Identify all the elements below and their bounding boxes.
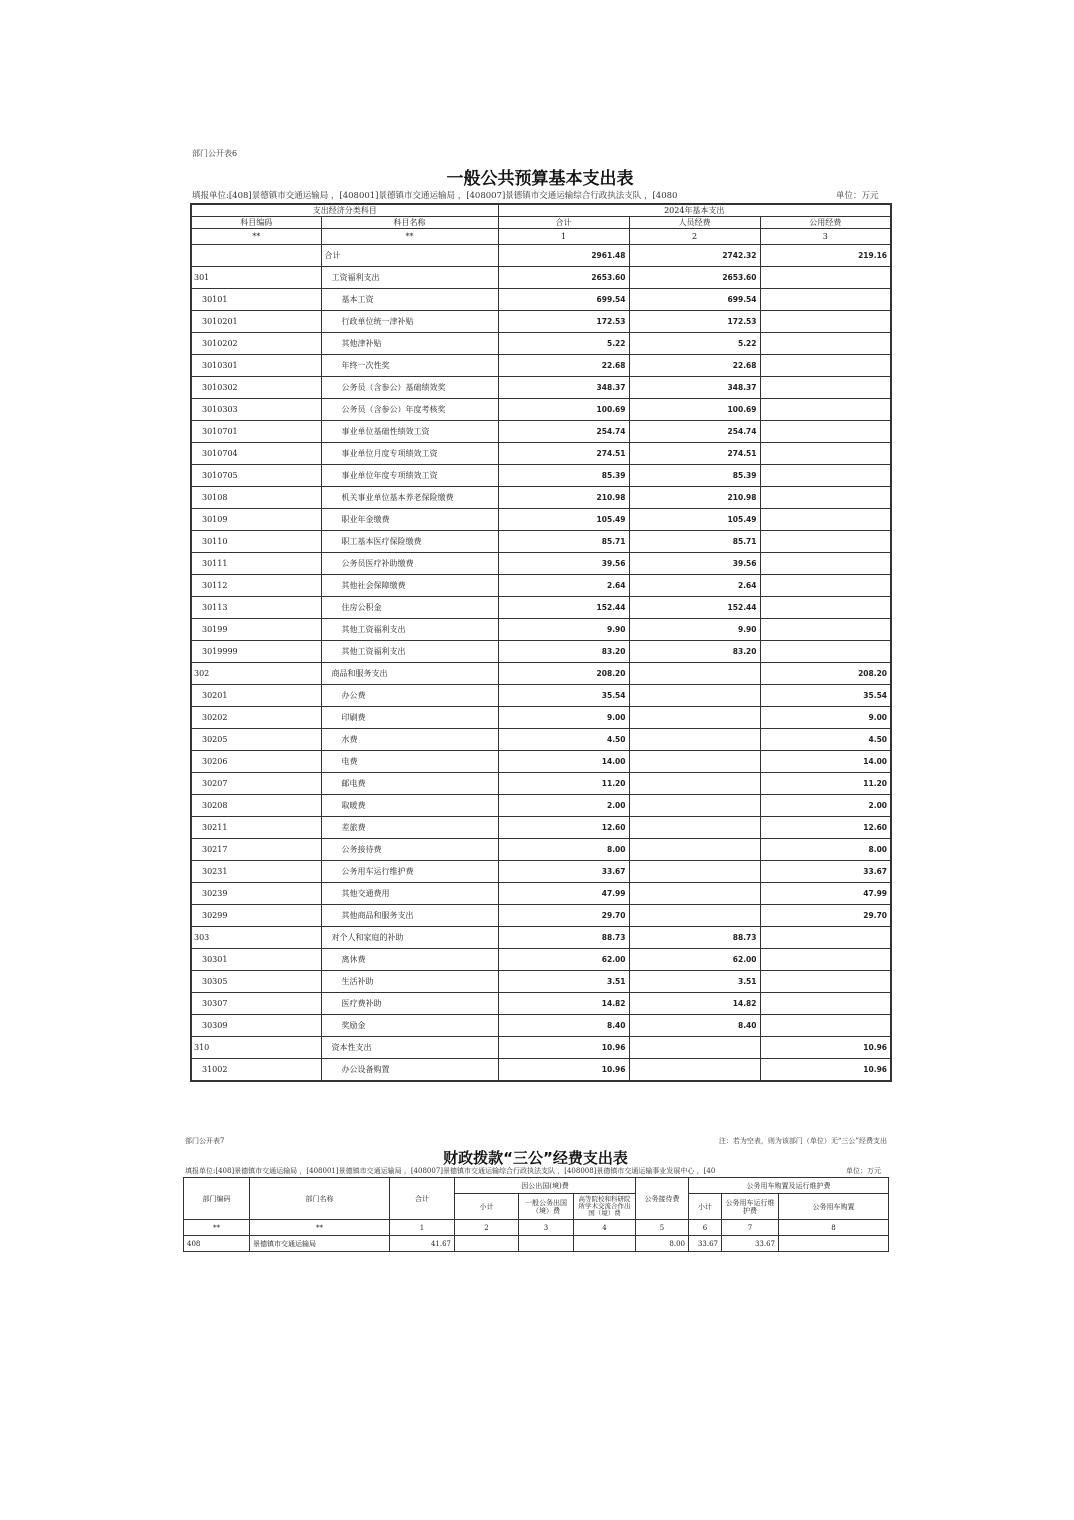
table-cell: 33.67	[722, 1236, 779, 1252]
total-cell: 11.20	[498, 773, 629, 795]
personnel-cell	[629, 751, 760, 773]
personnel-cell: 3.51	[629, 971, 760, 993]
public-cell	[760, 399, 891, 421]
table1-unit-info: 填报单位:[408]景德镇市交通运输局 ，[408001]景德镇市交通运输局 ，[408007]景德镇市交通运输综合行政执法支队 ，[4080	[192, 191, 678, 201]
table-row	[191, 971, 891, 993]
index-cell: 1	[390, 1220, 455, 1236]
personnel-cell	[629, 817, 760, 839]
public-cell: 219.16	[760, 245, 891, 267]
total-cell: 2653.60	[498, 267, 629, 289]
table-row	[191, 421, 891, 443]
personnel-cell: 210.98	[629, 487, 760, 509]
public-cell	[760, 377, 891, 399]
table-row	[191, 289, 891, 311]
name-cell: 离休费	[321, 949, 498, 971]
code-cell: 30202	[191, 707, 321, 729]
index-cell: 6	[689, 1220, 722, 1236]
group-header: 2024年基本支出	[498, 204, 891, 217]
total-cell: 172.53	[498, 311, 629, 333]
group-header: 支出经济分类科目	[191, 204, 498, 217]
name-cell: 其他工资福利支出	[321, 619, 498, 641]
personnel-cell: 2653.60	[629, 267, 760, 289]
index-cell: 2	[455, 1220, 519, 1236]
total-cell: 105.49	[498, 509, 629, 531]
column-header: 公务用车购置及运行维护费	[689, 1178, 889, 1194]
name-cell: 机关事业单位基本养老保险缴费	[321, 487, 498, 509]
total-cell: 39.56	[498, 553, 629, 575]
table-cell: 8.00	[636, 1236, 689, 1252]
personnel-cell: 5.22	[629, 333, 760, 355]
public-cell	[760, 267, 891, 289]
code-cell: 30307	[191, 993, 321, 1015]
code-cell: 30108	[191, 487, 321, 509]
public-cell: 9.00	[760, 707, 891, 729]
public-cell	[760, 971, 891, 993]
public-cell	[760, 641, 891, 663]
public-cell: 8.00	[760, 839, 891, 861]
code-cell: 30231	[191, 861, 321, 883]
table-cell	[455, 1236, 519, 1252]
code-cell: 30111	[191, 553, 321, 575]
total-cell: 2.64	[498, 575, 629, 597]
code-cell: 302	[191, 663, 321, 685]
table-row	[191, 773, 891, 795]
table-row	[191, 333, 891, 355]
personnel-cell: 100.69	[629, 399, 760, 421]
total-cell: 9.90	[498, 619, 629, 641]
name-cell: 医疗费补助	[321, 993, 498, 1015]
name-cell: 其他工资福利支出	[321, 641, 498, 663]
personnel-cell: 8.40	[629, 1015, 760, 1037]
personnel-cell: 152.44	[629, 597, 760, 619]
table-row	[191, 641, 891, 663]
column-header: 部门名称	[250, 1178, 390, 1220]
name-cell: 其他社会保障缴费	[321, 575, 498, 597]
name-cell: 奖励金	[321, 1015, 498, 1037]
code-cell: 30208	[191, 795, 321, 817]
code-cell: 30101	[191, 289, 321, 311]
name-cell: 资本性支出	[321, 1037, 498, 1059]
table-row	[191, 355, 891, 377]
index-cell: 2	[629, 229, 760, 245]
name-cell: 住房公积金	[321, 597, 498, 619]
table-row	[191, 751, 891, 773]
public-cell: 10.96	[760, 1037, 891, 1059]
personnel-cell	[629, 707, 760, 729]
personnel-cell: 9.90	[629, 619, 760, 641]
total-cell: 29.70	[498, 905, 629, 927]
index-cell: 1	[498, 229, 629, 245]
code-cell: 301	[191, 267, 321, 289]
public-cell: 10.96	[760, 1059, 891, 1082]
public-cell: 29.70	[760, 905, 891, 927]
total-cell: 85.71	[498, 531, 629, 553]
code-cell: 3010303	[191, 399, 321, 421]
total-cell: 47.99	[498, 883, 629, 905]
code-cell: 30309	[191, 1015, 321, 1037]
name-cell: 电费	[321, 751, 498, 773]
column-header: 科目名称	[321, 217, 498, 229]
personnel-cell: 105.49	[629, 509, 760, 531]
total-cell: 83.20	[498, 641, 629, 663]
total-cell: 274.51	[498, 443, 629, 465]
table-row	[191, 663, 891, 685]
personnel-cell: 348.37	[629, 377, 760, 399]
code-cell: 30110	[191, 531, 321, 553]
personnel-cell	[629, 795, 760, 817]
public-cell	[760, 597, 891, 619]
code-cell: 30305	[191, 971, 321, 993]
total-cell: 100.69	[498, 399, 629, 421]
table-row	[191, 905, 891, 927]
name-cell: 其他津补贴	[321, 333, 498, 355]
personnel-cell	[629, 883, 760, 905]
public-cell: 4.50	[760, 729, 891, 751]
code-cell: 3010704	[191, 443, 321, 465]
personnel-cell	[629, 685, 760, 707]
public-cell	[760, 993, 891, 1015]
code-cell: 3019999	[191, 641, 321, 663]
total-cell: 152.44	[498, 597, 629, 619]
column-header: 合计	[498, 217, 629, 229]
public-cell	[760, 289, 891, 311]
code-cell: 30201	[191, 685, 321, 707]
name-cell: 基本工资	[321, 289, 498, 311]
total-cell: 14.00	[498, 751, 629, 773]
table-row	[191, 883, 891, 905]
name-cell: 生活补助	[321, 971, 498, 993]
name-cell: 其他商品和服务支出	[321, 905, 498, 927]
total-cell: 10.96	[498, 1059, 629, 1082]
name-cell: 公务员（含参公）年度考核奖	[321, 399, 498, 421]
public-cell	[760, 311, 891, 333]
code-cell: 30301	[191, 949, 321, 971]
total-cell: 8.40	[498, 1015, 629, 1037]
personnel-cell	[629, 905, 760, 927]
column-header: 公用经费	[760, 217, 891, 229]
total-cell: 3.51	[498, 971, 629, 993]
personnel-cell	[629, 1037, 760, 1059]
index-cell: 5	[636, 1220, 689, 1236]
table2-unit: 单位：万元	[846, 1167, 881, 1175]
personnel-cell: 172.53	[629, 311, 760, 333]
public-cell: 35.54	[760, 685, 891, 707]
column-header: 小计	[689, 1194, 722, 1220]
index-cell: **	[250, 1220, 390, 1236]
code-cell: 30199	[191, 619, 321, 641]
total-cell: 62.00	[498, 949, 629, 971]
table-row	[191, 729, 891, 751]
table-row	[191, 1037, 891, 1059]
personnel-cell	[629, 773, 760, 795]
total-cell: 85.39	[498, 465, 629, 487]
total-cell: 254.74	[498, 421, 629, 443]
total-cell: 35.54	[498, 685, 629, 707]
public-cell: 208.20	[760, 663, 891, 685]
table-cell: 33.67	[689, 1236, 722, 1252]
total-cell: 2.00	[498, 795, 629, 817]
index-cell: **	[321, 229, 498, 245]
table-row	[191, 685, 891, 707]
public-cell	[760, 487, 891, 509]
table-row	[191, 839, 891, 861]
name-cell: 办公设备购置	[321, 1059, 498, 1082]
name-cell: 工资福利支出	[321, 267, 498, 289]
table-row	[191, 509, 891, 531]
table2-label: 部门公开表7	[185, 1137, 225, 1145]
table-row	[191, 861, 891, 883]
table-row	[191, 487, 891, 509]
personnel-cell: 2742.32	[629, 245, 760, 267]
code-cell: 3010701	[191, 421, 321, 443]
name-cell: 差旅费	[321, 817, 498, 839]
code-cell	[191, 245, 321, 267]
public-cell	[760, 553, 891, 575]
table-row	[191, 311, 891, 333]
table1-unit: 单位：万元	[836, 191, 879, 201]
table2-note: 注：若为空表，则为该部门（单位）无“三公”经费支出	[718, 1137, 887, 1145]
name-cell: 合计	[321, 245, 498, 267]
total-cell: 33.67	[498, 861, 629, 883]
personnel-cell: 22.68	[629, 355, 760, 377]
code-cell: 30299	[191, 905, 321, 927]
public-cell	[760, 927, 891, 949]
name-cell: 公务接待费	[321, 839, 498, 861]
table2-title: 财政拨款“三公”经费支出表	[443, 1149, 628, 1167]
name-cell: 公务用车运行维护费	[321, 861, 498, 883]
table-row	[184, 1236, 889, 1252]
table-row	[191, 619, 891, 641]
index-cell: 3	[760, 229, 891, 245]
table-row	[191, 531, 891, 553]
name-cell: 事业单位年度专项绩效工资	[321, 465, 498, 487]
table-row	[191, 707, 891, 729]
column-header: 公务用车购置	[779, 1194, 889, 1220]
table-row	[191, 927, 891, 949]
name-cell: 印刷费	[321, 707, 498, 729]
personnel-cell: 85.39	[629, 465, 760, 487]
total-row	[191, 245, 891, 267]
code-cell: 3010302	[191, 377, 321, 399]
table-cell	[574, 1236, 636, 1252]
table-cell: 41.67	[390, 1236, 455, 1252]
public-cell	[760, 421, 891, 443]
index-cell: 4	[574, 1220, 636, 1236]
total-cell: 9.00	[498, 707, 629, 729]
public-cell	[760, 619, 891, 641]
personnel-cell	[629, 839, 760, 861]
public-cell	[760, 1015, 891, 1037]
basic-expenditure-table	[190, 203, 892, 1082]
index-row	[184, 1220, 889, 1236]
total-cell: 4.50	[498, 729, 629, 751]
personnel-cell: 83.20	[629, 641, 760, 663]
table1-title: 一般公共预算基本支出表	[446, 169, 634, 189]
name-cell: 水费	[321, 729, 498, 751]
table-cell: 408	[184, 1236, 250, 1252]
total-cell: 208.20	[498, 663, 629, 685]
public-cell	[760, 531, 891, 553]
code-cell: 310	[191, 1037, 321, 1059]
column-header: 因公出国(境)费	[455, 1178, 636, 1194]
public-cell: 11.20	[760, 773, 891, 795]
personnel-cell: 85.71	[629, 531, 760, 553]
table1-label: 部门公开表6	[192, 149, 238, 158]
name-cell: 事业单位基础性绩效工资	[321, 421, 498, 443]
personnel-cell	[629, 861, 760, 883]
column-header: 公务用车运行维护费	[722, 1194, 779, 1220]
code-cell: 30205	[191, 729, 321, 751]
name-cell: 其他交通费用	[321, 883, 498, 905]
table-cell: 景德镇市交通运输局	[250, 1236, 390, 1252]
code-cell: 3010705	[191, 465, 321, 487]
index-cell: 8	[779, 1220, 889, 1236]
code-cell: 30112	[191, 575, 321, 597]
column-header: 人员经费	[629, 217, 760, 229]
public-cell	[760, 949, 891, 971]
name-cell: 公务员医疗补助缴费	[321, 553, 498, 575]
table-row	[191, 267, 891, 289]
total-cell: 348.37	[498, 377, 629, 399]
personnel-cell	[629, 729, 760, 751]
code-cell: 30113	[191, 597, 321, 619]
personnel-cell: 2.64	[629, 575, 760, 597]
index-cell: 3	[519, 1220, 574, 1236]
public-cell	[760, 575, 891, 597]
table-row	[191, 597, 891, 619]
code-cell: 3010301	[191, 355, 321, 377]
column-header: 部门编码	[184, 1178, 250, 1220]
table-row	[191, 817, 891, 839]
table-row	[191, 949, 891, 971]
code-cell: 30109	[191, 509, 321, 531]
personnel-cell: 62.00	[629, 949, 760, 971]
three-public-expenses-table	[183, 1177, 889, 1252]
public-cell: 14.00	[760, 751, 891, 773]
code-cell: 30211	[191, 817, 321, 839]
name-cell: 取暖费	[321, 795, 498, 817]
personnel-cell: 14.82	[629, 993, 760, 1015]
name-cell: 邮电费	[321, 773, 498, 795]
total-cell: 8.00	[498, 839, 629, 861]
code-cell: 3010201	[191, 311, 321, 333]
public-cell	[760, 443, 891, 465]
public-cell: 2.00	[760, 795, 891, 817]
public-cell: 12.60	[760, 817, 891, 839]
name-cell: 年终一次性奖	[321, 355, 498, 377]
code-cell: 30217	[191, 839, 321, 861]
public-cell	[760, 465, 891, 487]
table-row	[191, 553, 891, 575]
column-header: 高等院校和科研院所学术交流合作出国（境）费	[574, 1194, 636, 1220]
table-row	[191, 377, 891, 399]
table2-unit-info: 填报单位:[408]景德镇市交通运输局 ，[408001]景德镇市交通运输局 ，[408007]景德镇市交通运输综合行政执法支队 ，[408008]景德镇市交通运输事业发展中心 ，[40	[185, 1167, 716, 1175]
total-cell: 12.60	[498, 817, 629, 839]
code-cell: 31002	[191, 1059, 321, 1082]
public-cell	[760, 509, 891, 531]
table-row	[191, 465, 891, 487]
name-cell: 职工基本医疗保险缴费	[321, 531, 498, 553]
total-cell: 2961.48	[498, 245, 629, 267]
total-cell: 210.98	[498, 487, 629, 509]
name-cell: 公务员（含参公）基础绩效奖	[321, 377, 498, 399]
code-cell: 30206	[191, 751, 321, 773]
total-cell: 5.22	[498, 333, 629, 355]
public-cell: 47.99	[760, 883, 891, 905]
total-cell: 10.96	[498, 1037, 629, 1059]
total-cell: 22.68	[498, 355, 629, 377]
name-cell: 办公费	[321, 685, 498, 707]
public-cell	[760, 355, 891, 377]
public-cell: 33.67	[760, 861, 891, 883]
index-cell: **	[184, 1220, 250, 1236]
code-cell: 3010202	[191, 333, 321, 355]
personnel-cell: 699.54	[629, 289, 760, 311]
personnel-cell	[629, 1059, 760, 1082]
total-cell: 88.73	[498, 927, 629, 949]
table-row	[191, 1015, 891, 1037]
table-row	[191, 795, 891, 817]
index-cell: **	[191, 229, 321, 245]
table-row	[191, 575, 891, 597]
index-cell: 7	[722, 1220, 779, 1236]
table-row	[191, 993, 891, 1015]
personnel-cell: 274.51	[629, 443, 760, 465]
column-header: 合计	[390, 1178, 455, 1220]
name-cell: 商品和服务支出	[321, 663, 498, 685]
name-cell: 对个人和家庭的补助	[321, 927, 498, 949]
total-cell: 14.82	[498, 993, 629, 1015]
personnel-cell: 254.74	[629, 421, 760, 443]
table-row	[191, 443, 891, 465]
table-cell	[779, 1236, 889, 1252]
code-cell: 30239	[191, 883, 321, 905]
table-row	[191, 399, 891, 421]
code-cell: 30207	[191, 773, 321, 795]
name-cell: 事业单位月度专项绩效工资	[321, 443, 498, 465]
table-row	[191, 1059, 891, 1082]
total-cell: 699.54	[498, 289, 629, 311]
table-cell	[519, 1236, 574, 1252]
public-cell	[760, 333, 891, 355]
column-header: 小计	[455, 1194, 519, 1220]
code-cell: 303	[191, 927, 321, 949]
name-cell: 职业年金缴费	[321, 509, 498, 531]
personnel-cell: 88.73	[629, 927, 760, 949]
column-header: 科目编码	[191, 217, 321, 229]
personnel-cell	[629, 663, 760, 685]
column-header: 公务接待费	[636, 1178, 689, 1220]
personnel-cell: 39.56	[629, 553, 760, 575]
name-cell: 行政单位统一津补贴	[321, 311, 498, 333]
column-header: 一般公务出国（境）费	[519, 1194, 574, 1220]
